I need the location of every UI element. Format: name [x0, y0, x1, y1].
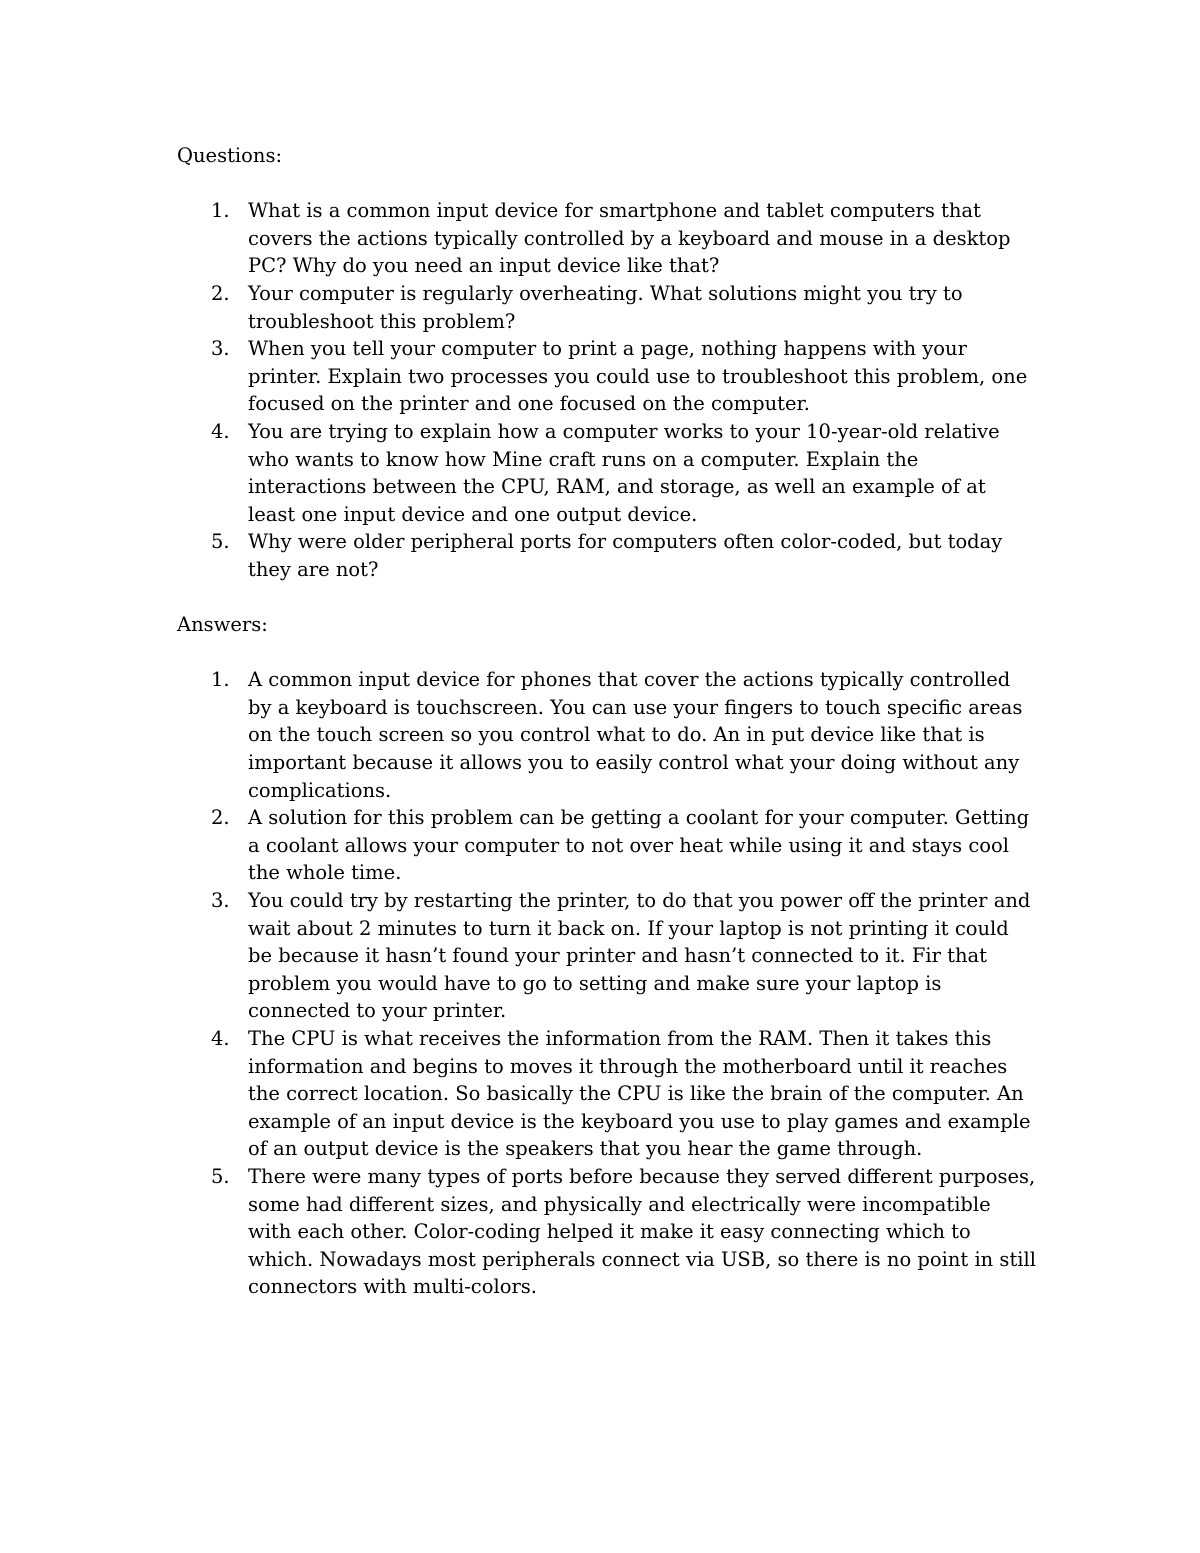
question-text: Why were older peripheral ports for computers often color-coded, but today they are not? [248, 530, 1003, 581]
answer-item [177, 887, 1037, 1025]
question-text: When you tell your computer to print a page, nothing happens with your printer. Explain two processes you could use to troubleshoot this problem, one focused on the printer and one focused on the computer. [248, 337, 1028, 416]
question-item [177, 418, 1037, 528]
question-item [177, 197, 1037, 280]
answer-text: A solution for this problem can be getting a coolant for your computer. Getting a coolant allows your computer to not over heat while using it and stays cool the whole time. [248, 806, 1030, 885]
answer-item [177, 804, 1037, 887]
questions-heading: Questions: [177, 144, 283, 167]
answer-text: There were many types of ports before because they served different purposes, some had different sizes, and physically and electrically were incompatible with each other. Color-coding helped it make it easy connecting which to which. Nowadays most peripherals connect via USB, so there is no point in still connectors with multi-colors. [248, 1164, 1036, 1299]
question-item [177, 335, 1037, 418]
question-text: Your computer is regularly overheating. What solutions might you try to troubleshoot this problem? [248, 281, 963, 333]
question-number: 5. [211, 530, 230, 554]
answer-text: You could try by restarting the printer, to do that you power off the printer and wait about 2 minutes to turn it back on. If your laptop is not printing it could be because it hasn’t found your printer and hasn’t connected to it. Fir that problem you would have to go to setting and make sure your laptop is connected to your printer. [248, 889, 1031, 1023]
answers-list [177, 666, 1037, 1301]
answer-text: A common input device for phones that cover the actions typically controlled by a keyboard is touchscreen. You can use your fingers to touch specific areas on the touch screen so you control what to do. An in put device like that is important because it allows you to easily control what your doing without any complications. [248, 668, 1023, 802]
question-number: 4. [211, 419, 230, 443]
question-text: What is a common input device for smartphone and tablet computers that covers the actions typically controlled by a keyboard and mouse in a desktop PC? Why do you need an input device like that? [248, 199, 1011, 278]
question-text: You are trying to explain how a computer works to your 10-year-old relative who wants to know how Mine craft runs on a computer. Explain the interactions between the CPU, RAM, and storage, as well an example of at least one input device and one output device. [248, 419, 1000, 526]
document-content [177, 142, 1037, 1301]
question-number: 3. [211, 337, 230, 361]
answer-text: The CPU is what receives the information from the RAM. Then it takes this information and begins to moves it through the motherboard until it reaches the correct location. So basically the CPU is like the brain of the computer. An example of an input device is the keyboard you use to play games and example of an output device is the speakers that you hear the game through. [248, 1027, 1031, 1161]
answer-number: 4. [211, 1027, 230, 1050]
answer-number: 5. [211, 1164, 230, 1188]
question-item [177, 280, 1037, 335]
question-item [177, 528, 1037, 583]
question-number: 1. [211, 199, 230, 223]
answer-item [177, 1163, 1037, 1301]
answer-number: 1. [211, 668, 230, 692]
questions-list [177, 197, 1037, 583]
answer-number: 3. [211, 889, 230, 913]
question-number: 2. [211, 281, 230, 305]
answers-heading: Answers: [177, 613, 268, 637]
answer-item [177, 1025, 1037, 1163]
answer-item [177, 666, 1037, 804]
answer-number: 2. [211, 806, 230, 830]
